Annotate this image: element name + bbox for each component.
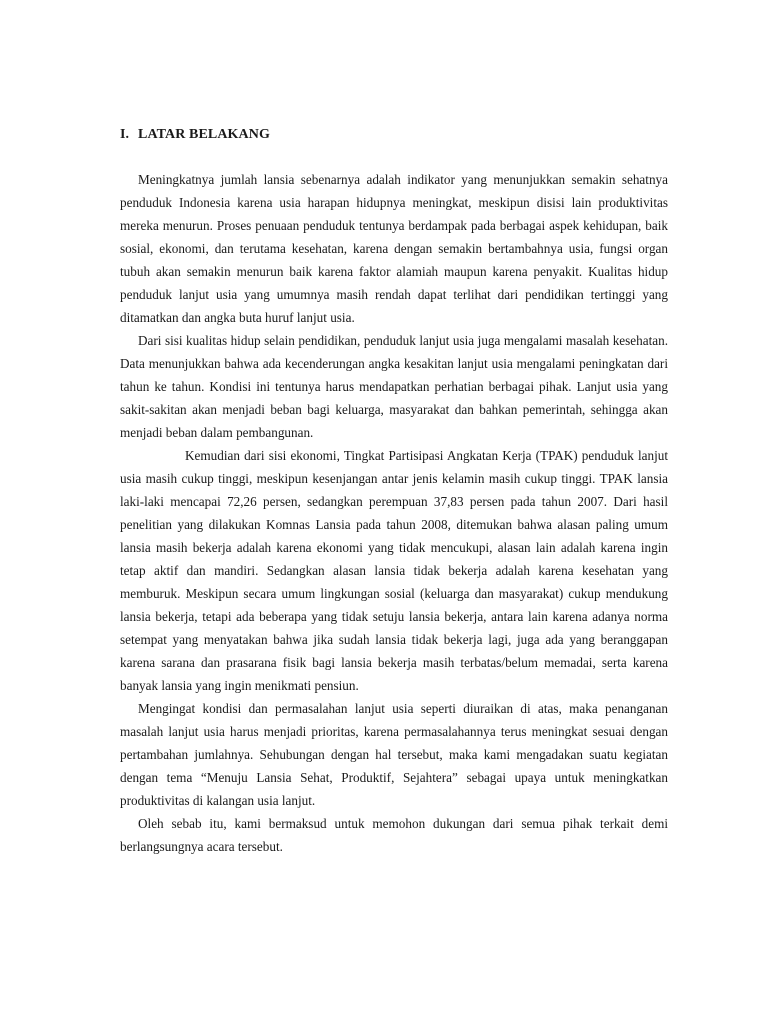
paragraph-4: Mengingat kondisi dan permasalahan lanjut usia seperti diuraikan di atas, maka penanganan masalah lanjut usia harus menjadi prioritas, karena permasalahannya terus meningkat sesuai dengan pertambahan jumlahnya. Sehubungan dengan hal tersebut, maka kami mengadakan suatu kegiatan dengan tema “Menuju Lansia Sehat, Produktif, Sejahtera” sebagai upaya untuk meningkatkan produktivitas di kalangan usia lanjut. [120,701,668,808]
document-page [120,124,668,858]
section-number: I. [120,127,130,142]
paragraph-5: Oleh sebab itu, kami bermaksud untuk memohon dukungan dari semua pihak terkait demi berlangsungnya acara tersebut. [120,816,668,854]
paragraph-1: Meningkatnya jumlah lansia sebenarnya adalah indikator yang menunjukkan semakin sehatnya penduduk Indonesia karena usia harapan hidupnya meningkat, meskipun disisi lain produktivitas mereka menurun. Proses penuaan penduduk tentunya berdampak pada berbagai aspek kehidupan, baik sosial, ekonomi, dan terutama kesehatan, karena dengan semakin bertambahnya usia, fungsi organ tubuh akan semakin menurun baik karena faktor alamiah maupun karena penyakit. Kualitas hidup penduduk lanjut usia yang umumnya masih rendah dapat terlihat dari pendidikan tertinggi yang ditamatkan dan angka buta huruf lanjut usia. [120,172,668,325]
paragraph-3: Kemudian dari sisi ekonomi, Tingkat Partisipasi Angkatan Kerja (TPAK) penduduk lanjut usia masih cukup tinggi, meskipun kesenjangan antar jenis kelamin masih cukup tinggi. TPAK lansia laki-laki mencapai 72,26 persen, sedangkan perempuan 37,83 persen pada tahun 2007. Dari hasil penelitian yang dilakukan Komnas Lansia pada tahun 2008, ditemukan bahwa alasan paling umum lansia masih bekerja adalah karena ekonomi yang tidak mencukupi, alasan lain adalah karena ingin tetap aktif dan mandiri. Sedangkan alasan lansia tidak bekerja adalah karena kesehatan yang memburuk. Meskipun secara umum lingkungan sosial (keluarga dan masyarakat) cukup mendukung lansia bekerja, tetapi ada beberapa yang tidak setuju lansia bekerja, antara lain karena adanya norma setempat yang menyatakan bahwa jika sudah lansia tidak bekerja lagi, juga ada yang beranggapan karena sarana dan prasarana fisik bagi lansia bekerja masih terbatas/belum memadai, serta karena banyak lansia yang ingin menikmati pensiun. [120,448,668,693]
paragraph-2: Dari sisi kualitas hidup selain pendidikan, penduduk lanjut usia juga mengalami masalah kesehatan. Data menunjukkan bahwa ada kecenderungan angka kesakitan lanjut usia mengalami peningkatan dari tahun ke tahun. Kondisi ini tentunya harus mendapatkan perhatian berbagai pihak. Lanjut usia yang sakit-sakitan akan menjadi beban bagi keluarga, masyarakat dan bahkan pemerintah, sehingga akan menjadi beban dalam pembangunan. [120,333,668,440]
section-heading [120,124,668,146]
section-title: LATAR BELAKANG [138,127,270,142]
